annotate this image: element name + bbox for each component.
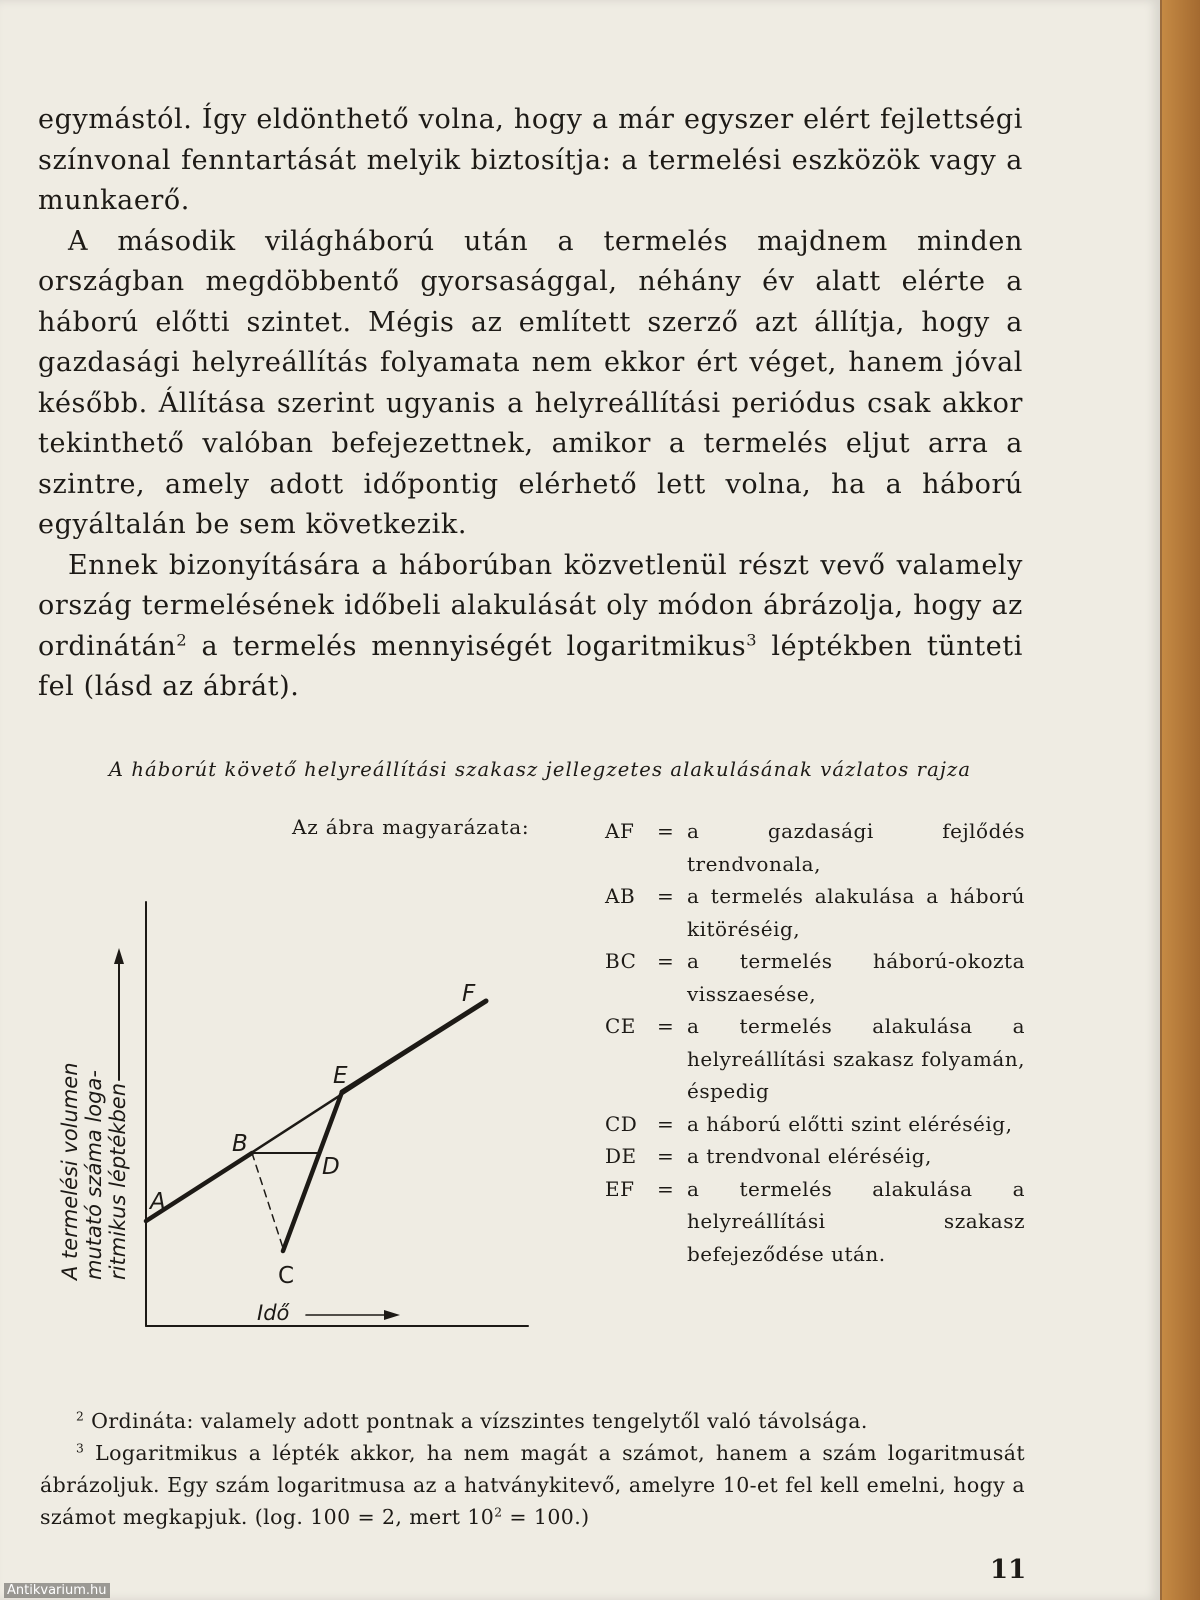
- point-label-d: D: [322, 1154, 340, 1180]
- legend-definition: a gazdasági fejlődés trendvonala,: [687, 819, 1025, 876]
- footnotes: [40, 1405, 1025, 1533]
- legend-equals: =: [657, 949, 675, 973]
- footnote-mark: 2: [76, 1409, 85, 1424]
- line-bc: [252, 1153, 283, 1248]
- paragraph-3: [38, 546, 1023, 708]
- legend-equals: =: [657, 1014, 675, 1038]
- footnote-3: [40, 1437, 1025, 1533]
- legend-key: AF: [605, 819, 635, 843]
- legend-equals: =: [657, 1144, 675, 1168]
- footnote-ref-3[interactable]: 3: [746, 629, 758, 649]
- point-label-a: A: [150, 1189, 166, 1215]
- legend-definition: a háború előtti szint eléréséig,: [687, 1111, 1013, 1136]
- legend-equals: =: [657, 1176, 675, 1201]
- point-label-f: F: [462, 981, 476, 1007]
- legend-key: DE: [605, 1144, 637, 1168]
- legend-key: CD: [605, 1111, 638, 1136]
- footnote-text: Ordináta: valamely adott pontnak a vízszintes tengelytől való távolsága.: [91, 1409, 868, 1433]
- legend-key: CE: [605, 1014, 636, 1038]
- footnote-2: [40, 1405, 1025, 1437]
- paragraph-3-part-1: Ennek bizonyítására a háborúban közvetlenül részt vevő valamely ország termelésének időbeli alakulását oly módon ábrázolja, hogy az ordinátán: [38, 549, 1023, 662]
- legend-key: EF: [605, 1176, 635, 1201]
- x-arrow-head-icon: [384, 1310, 400, 1320]
- legend-entry-ef: [605, 1173, 1025, 1271]
- paragraph-2: A második világháború után a termelés majdnem minden országban megdöbbentő gyorsasággal, néhány év alatt elérte a háború előtti szintet. Mégis az említett szerző azt állítja, hogy a gazdasági helyreállítás folyamata nem ekkor ért véget, hanem jóval később. Állítása szerint ugyanis a helyreállítási periódus csak akkor tekinthető valóban befejezettnek, amikor a termelés eljut arra a szintre, amely adott időpontig elérhető lett volna, ha a háború egyáltalán be sem következik.: [38, 225, 1023, 540]
- legend-entry-cd: [605, 1108, 1025, 1141]
- legend-entry-bc: [605, 945, 1025, 1010]
- page-number: 11: [990, 1555, 1027, 1585]
- legend-equals: =: [657, 819, 675, 843]
- figure-legend: [605, 815, 1025, 1270]
- recovery-diagram: [50, 900, 550, 1370]
- legend-entry-de: [605, 1140, 1025, 1173]
- page-edge: [1162, 0, 1200, 1600]
- paragraph-1: egymástól. Így eldönthető volna, hogy a már egyszer elért fejlettségi színvonal fenntartását melyik biztosítja: a termelési eszközök vagy a munkaerő.: [38, 104, 1023, 216]
- body-text: [38, 100, 1023, 708]
- point-label-b: B: [232, 1131, 248, 1157]
- paragraph-3-part-2: a termelés mennyiségét logaritmikus: [187, 630, 747, 662]
- y-axis-label-line-1: A termelési volumen: [58, 1062, 82, 1280]
- legend-definition: a termelés alakulása a helyreállítási szakasz befejeződése után.: [687, 1176, 1025, 1266]
- exponent: 2: [494, 1505, 503, 1520]
- legend-definition: a termelés háború-okozta visszaesése,: [687, 949, 1025, 1006]
- y-axis-label-line-3: ritmikus léptékben: [106, 1082, 130, 1280]
- footnote-tail: = 100.): [502, 1505, 590, 1529]
- legend-key: AB: [605, 884, 636, 908]
- point-label-e: E: [333, 1063, 348, 1089]
- figure-caption: A háborút követő helyreállítási szakasz jellegzetes alakulásának vázlatos rajza: [108, 758, 972, 781]
- y-axis-label-line-2: mutató száma loga-: [82, 1070, 106, 1280]
- legend-definition: a termelés alakulása a helyreállítási szakasz folyamán, éspedig: [687, 1014, 1025, 1103]
- footnote-ref-2[interactable]: 2: [176, 629, 188, 649]
- legend-equals: =: [657, 1111, 675, 1136]
- legend-definition: a trendvonal eléréséig,: [687, 1144, 932, 1168]
- legend-definition: a termelés alakulása a háború kitöréséig,: [687, 884, 1025, 941]
- legend-equals: =: [657, 884, 675, 908]
- paragraph-3-part-3: léptékben tünteti fel (lásd az ábrát).: [38, 630, 1023, 702]
- point-label-c: C: [278, 1263, 295, 1289]
- footnote-text: Logaritmikus a lépték akkor, ha nem magát a számot, hanem a szám logaritmusát ábrázoljuk. Egy szám logaritmusa az a hatványkitevő, amelyre 10-et fel kell emelni, hogy a számot megkapjuk. (log. 100 = 2, mert 10: [40, 1441, 1025, 1529]
- legend-entry-ab: [605, 880, 1025, 945]
- line-ef: [342, 1001, 486, 1092]
- legend-heading: Az ábra magyarázata:: [292, 815, 530, 839]
- y-arrow-head-icon: [114, 948, 124, 964]
- footnote-mark: 3: [76, 1441, 85, 1456]
- legend-key: BC: [605, 949, 637, 973]
- legend-entry-ce: [605, 1010, 1025, 1108]
- x-axis-label: Idő: [257, 1301, 290, 1325]
- legend-entry-af: [605, 815, 1025, 880]
- watermark-logo: Antikvarium.hu: [4, 1583, 110, 1598]
